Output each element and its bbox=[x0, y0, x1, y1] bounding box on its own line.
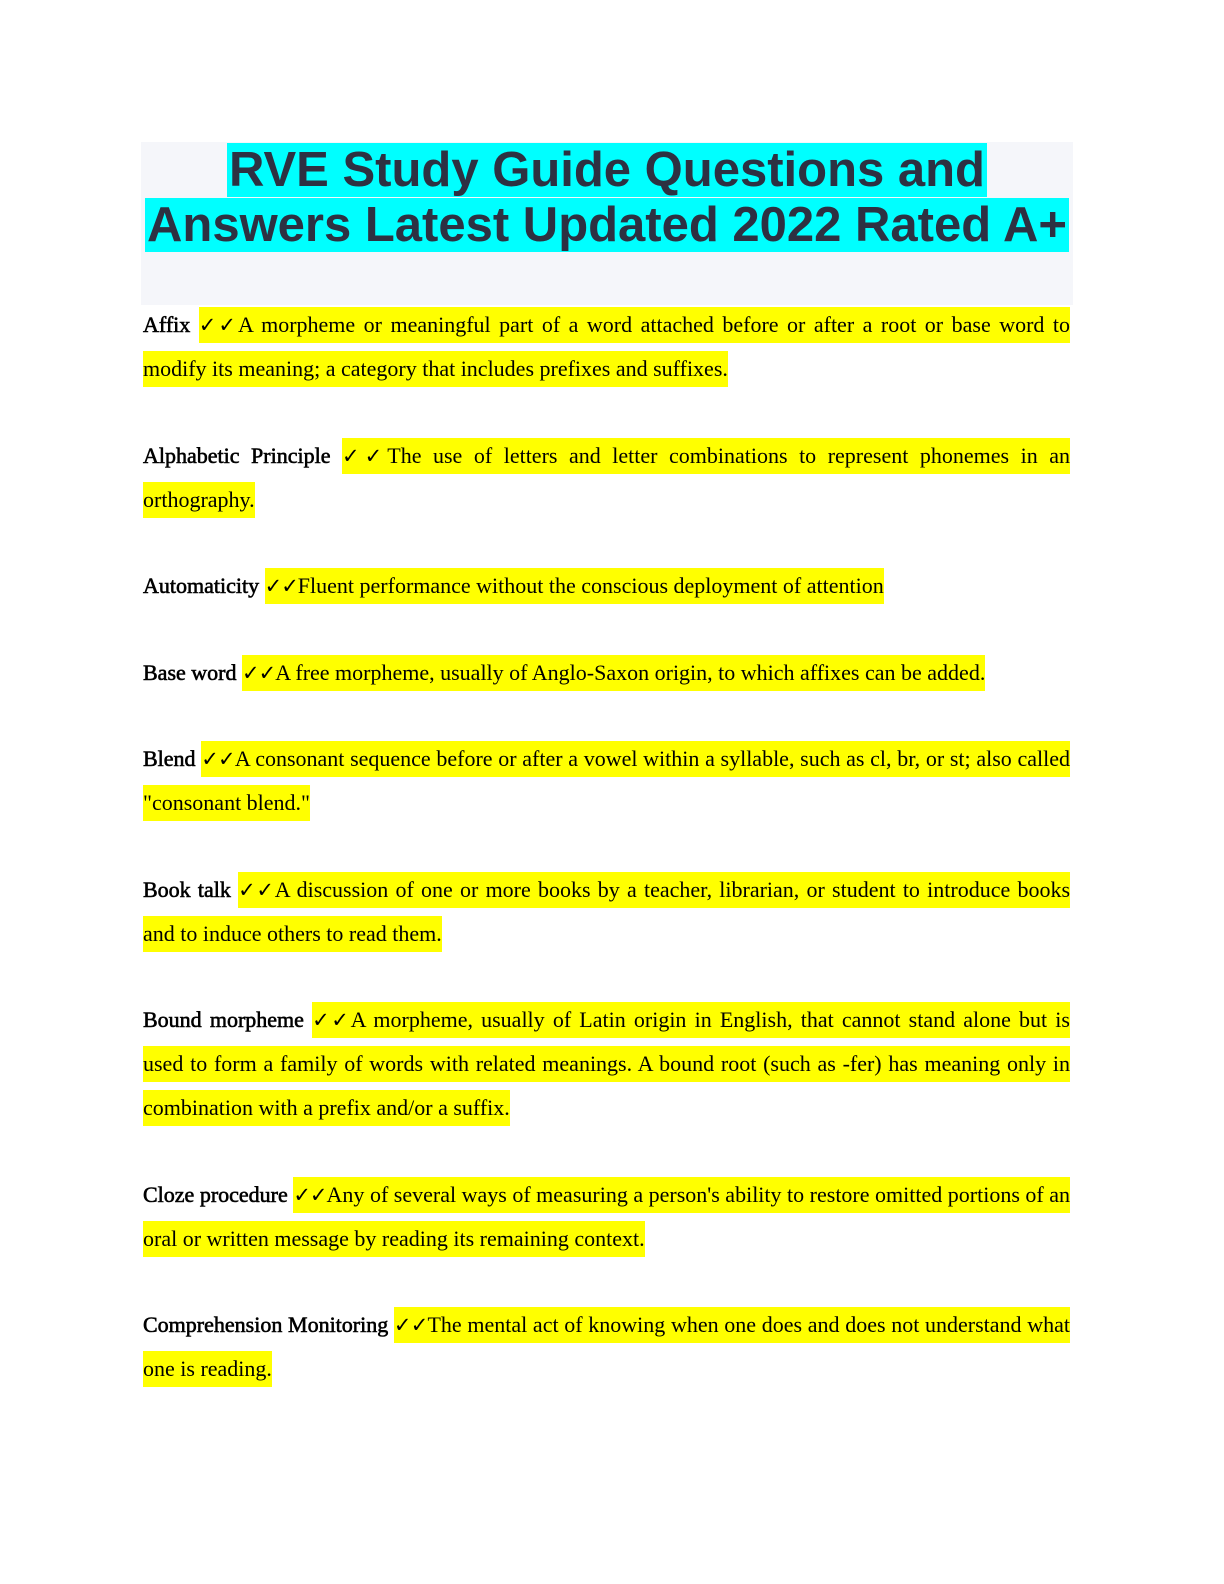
entry-term: Cloze procedure bbox=[143, 1181, 288, 1207]
entry-answer bbox=[265, 568, 884, 604]
glossary-entry-cloze-procedure bbox=[143, 1173, 1070, 1261]
entry-term: Base word bbox=[143, 659, 237, 685]
entry-answer-text: Any of several ways of measuring a person's ability to restore omitted portions of an oral or written message by reading its remaining context. bbox=[143, 1181, 1071, 1251]
glossary-list bbox=[143, 303, 1070, 1434]
entry-answer-text: A morpheme or meaningful part of a word attached before or after a root or base word to modify its meaning; a category that includes prefixes and suffixes. bbox=[143, 312, 1071, 381]
entry-answer-text: A consonant sequence before or after a vowel within a syllable, such as cl, br, or st; also called "consonant blend." bbox=[143, 746, 1070, 815]
entry-answer-text: A morpheme, usually of Latin origin in English, that cannot stand alone but is used to form a family of words with related meanings. A bound root (such as -fer) has meaning only in combination with a prefix and/or a suffix. bbox=[143, 1007, 1070, 1120]
glossary-entry-blend bbox=[143, 737, 1070, 825]
glossary-entry-base-word bbox=[143, 651, 1070, 695]
entry-answer-text: Fluent performance without the conscious deployment of attention bbox=[297, 573, 884, 598]
entry-term: Automaticity bbox=[143, 573, 260, 598]
title-highlight: RVE Study Guide Questions and bbox=[229, 143, 985, 197]
title-box bbox=[141, 142, 1073, 305]
double-check-icon: ✓✓ bbox=[201, 747, 235, 771]
double-check-icon: ✓✓ bbox=[264, 574, 298, 598]
entry-answer bbox=[143, 307, 1070, 387]
glossary-entry-book-talk bbox=[143, 868, 1070, 956]
glossary-entry-alphabetic-principle bbox=[143, 434, 1070, 522]
title-line-2 bbox=[141, 198, 1073, 253]
entry-term: Blend bbox=[143, 746, 196, 771]
glossary-entry-automaticity bbox=[143, 564, 1070, 608]
entry-term: Alphabetic Principle bbox=[143, 442, 331, 468]
double-check-icon: ✓✓ bbox=[198, 313, 238, 337]
glossary-entry-bound-morpheme bbox=[143, 998, 1070, 1130]
entry-answer bbox=[242, 655, 985, 691]
double-check-icon: ✓✓ bbox=[393, 1313, 428, 1337]
entry-answer bbox=[143, 872, 1070, 952]
glossary-entry-comprehension-monitoring bbox=[143, 1303, 1070, 1391]
title-line-1 bbox=[141, 143, 1073, 198]
double-check-icon: ✓✓ bbox=[241, 660, 276, 685]
entry-term: Affix bbox=[143, 312, 191, 337]
entry-answer-text: A discussion of one or more books by a teacher, librarian, or student to introduce books and to induce others to read them. bbox=[143, 876, 1071, 946]
double-check-icon: ✓✓ bbox=[312, 1008, 351, 1032]
entry-answer bbox=[143, 741, 1070, 821]
double-check-icon: ✓✓ bbox=[293, 1182, 327, 1207]
double-check-icon: ✓✓ bbox=[342, 443, 388, 468]
entry-answer-text: A free morpheme, usually of Anglo-Saxon origin, to which affixes can be added. bbox=[275, 659, 986, 685]
title-highlight: Answers Latest Updated 2022 Rated A+ bbox=[147, 197, 1067, 252]
glossary-entry-affix bbox=[143, 303, 1070, 391]
document-title bbox=[141, 142, 1073, 252]
entry-answer-text: The use of letters and letter combinations to represent phonemes in an orthography. bbox=[143, 442, 1070, 512]
entry-term: Book talk bbox=[143, 876, 231, 902]
entry-answer-text: The mental act of knowing when one does and does not understand what one is reading. bbox=[143, 1312, 1070, 1381]
entry-term: Comprehension Monitoring bbox=[143, 1312, 389, 1337]
entry-term: Bound morpheme bbox=[143, 1007, 304, 1032]
double-check-icon: ✓✓ bbox=[238, 877, 275, 902]
